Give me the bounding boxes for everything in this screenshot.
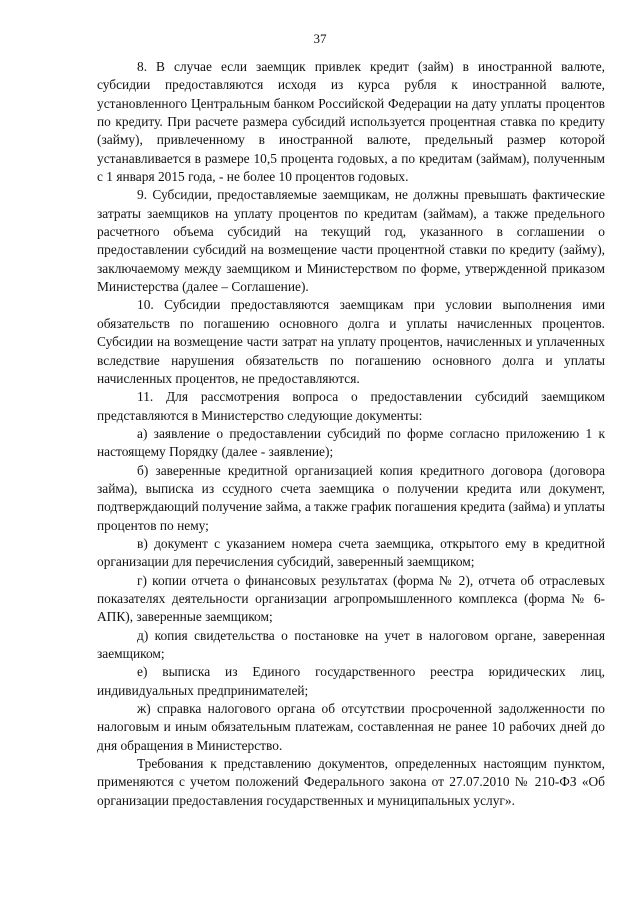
- list-item-g: г) копии отчета о финансовых результатах (форма № 2), отчета об отраслевых показателях деятельности организации агропромышленного комплекса (форма № 6-АПК), заверенные заемщиком;: [97, 572, 605, 625]
- paragraph-8: 8. В случае если заемщик привлек кредит (займ) в иностранной валюте, субсидии предоставляются исходя из курса рубля к иностранной валюте, установленного Центральным банком Российской Федерации на дату уплаты процентов по кредиту. При расчете размера субсидий используется процентная ставка по кредиту (займу), привлеченному в иностранной валюте, предельный размер которой устанавливается в размере 10,5 процента годовых, а по кредитам (займам), полученным с 1 января 2015 года, - не более 10 процентов годовых.: [97, 59, 605, 185]
- requirements-paragraph: Требования к представлению документов, определенных настоящим пунктом, применяются с учетом положений Федерального закона от 27.07.2010 № 210-ФЗ «Об организации предоставления государственных и муниципальных услуг».: [97, 756, 605, 808]
- list-item-a: а) заявление о предоставлении субсидий по форме согласно приложению 1 к настоящему Порядку (далее - заявление);: [97, 425, 605, 460]
- list-item-d: д) копия свидетельства о постановке на учет в налоговом органе, заверенная заемщиком;: [97, 627, 605, 661]
- page-number: 37: [313, 31, 327, 46]
- list-item-zh: ж) справка налогового органа об отсутствии просроченной задолженности по налоговым и иным обязательным платежам, составленная не ранее 10 рабочих дней до дня обращения в Министерство.: [97, 701, 605, 753]
- list-item-b: б) заверенные кредитной организацией копия кредитного договора (договора займа), выписка из ссудного счета заемщика о получении кредита или документ, подтверждающий получение займа, а также график погашения кредита (займа) и уплаты процентов по нему;: [97, 462, 605, 533]
- paragraph-11: 11. Для рассмотрения вопроса о предоставлении субсидий заемщиком представляются в Министерство следующие документы:: [97, 389, 605, 423]
- paragraph-10: 10. Субсидии предоставляются заемщикам при условии выполнения ими обязательств по погашению основного долга и уплаты начисленных процентов. Субсидии на возмещение части затрат на уплату процентов, начисленных и уплаченных вследствие нарушения обязательств по погашению основного долга и уплаты начисленных процентов, не предоставляются.: [97, 297, 605, 386]
- paragraph-9: 9. Субсидии, предоставляемые заемщикам, не должны превышать фактические затраты заемщиков на уплату процентов по кредитам (займам), а также предельного расчетного объема субсидий на текущий год, указанного в соглашении о предоставлении субсидий на возмещение части процентной ставки по кредиту (займу), заключаемому между заемщиком и Министерством по форме, утвержденной приказом Министерства (далее – Соглашение).: [97, 187, 605, 295]
- document-body: [97, 58, 605, 810]
- list-item-v: в) документ с указанием номера счета заемщика, открытого ему в кредитной организации для перечисления субсидий, заверенный заемщиком;: [97, 535, 605, 570]
- list-item-e: е) выписка из Единого государственного реестра юридических лиц, индивидуальных предпринимателей;: [97, 664, 605, 698]
